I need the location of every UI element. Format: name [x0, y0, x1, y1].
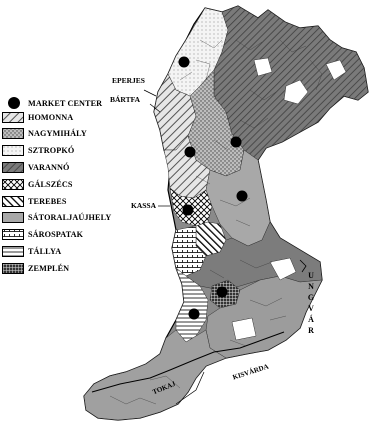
place-ungvar — [306, 270, 316, 336]
legend-item-label: VARANNÓ — [28, 162, 70, 172]
legend-item — [2, 211, 111, 225]
legend-item — [2, 110, 73, 124]
legend-market-center — [2, 96, 102, 110]
market-center-dot — [231, 137, 242, 148]
legend-swatch — [2, 229, 24, 240]
legend-swatch — [2, 128, 24, 139]
market-center-dot — [179, 57, 190, 68]
legend-item-label: TÁLLYA — [28, 246, 62, 256]
ungvar-letter: N — [308, 282, 314, 291]
legend-item — [2, 228, 83, 242]
legend-market-center-label: MARKET CENTER — [28, 98, 103, 108]
legend-swatch — [2, 196, 24, 207]
legend-item-label: SZTROPKÓ — [28, 146, 75, 156]
place-tokaj: TOKAJ — [151, 379, 177, 397]
legend-item — [2, 194, 66, 208]
legend-swatch — [2, 212, 24, 223]
legend-item-label: ZEMPLÉN — [28, 263, 70, 273]
market-center-icon — [8, 97, 20, 109]
legend-swatch — [2, 162, 24, 173]
market-center-dot — [217, 287, 228, 298]
legend-swatch — [2, 263, 24, 274]
region-tail — [84, 330, 226, 420]
legend-item — [2, 144, 74, 158]
place-kisvarda: KISVÁRDA — [231, 362, 270, 382]
ungvar-letter: V — [308, 304, 314, 313]
ungvar-letter: R — [308, 326, 314, 335]
legend-item — [2, 127, 87, 141]
legend-item-label: SÁROSPATAK — [28, 230, 84, 240]
legend-item-label: TEREBES — [28, 196, 67, 206]
legend-item — [2, 160, 70, 174]
legend-swatch — [2, 179, 24, 190]
ungvar-letter: G — [307, 293, 315, 302]
eperjes-pointer — [144, 90, 156, 96]
market-center-dot — [189, 309, 200, 320]
market-center-dot — [185, 147, 196, 158]
place-eperjes: EPERJES — [112, 76, 145, 85]
legend-item — [2, 177, 72, 191]
legend-item-label: GÁLSZÉCS — [28, 179, 73, 189]
place-bartfa: BÁRTFA — [110, 95, 141, 104]
legend-swatch — [2, 246, 24, 257]
ungvar-letter: U — [308, 271, 314, 280]
legend-swatch — [2, 112, 24, 123]
legend-swatch — [2, 145, 24, 156]
place-kassa: KASSA — [131, 201, 157, 210]
legend-item-label: NAGYMIHÁLY — [28, 129, 87, 139]
market-center-dot — [183, 205, 194, 216]
legend-item — [2, 261, 69, 275]
white-enclave — [232, 318, 256, 340]
legend-item-label: SÁTORALJAÚJHELY — [28, 213, 112, 223]
legend-item — [2, 244, 61, 258]
market-center-dot — [237, 191, 248, 202]
ungvar-letter: Á — [308, 315, 314, 324]
legend-item-label: HOMONNA — [28, 112, 74, 122]
